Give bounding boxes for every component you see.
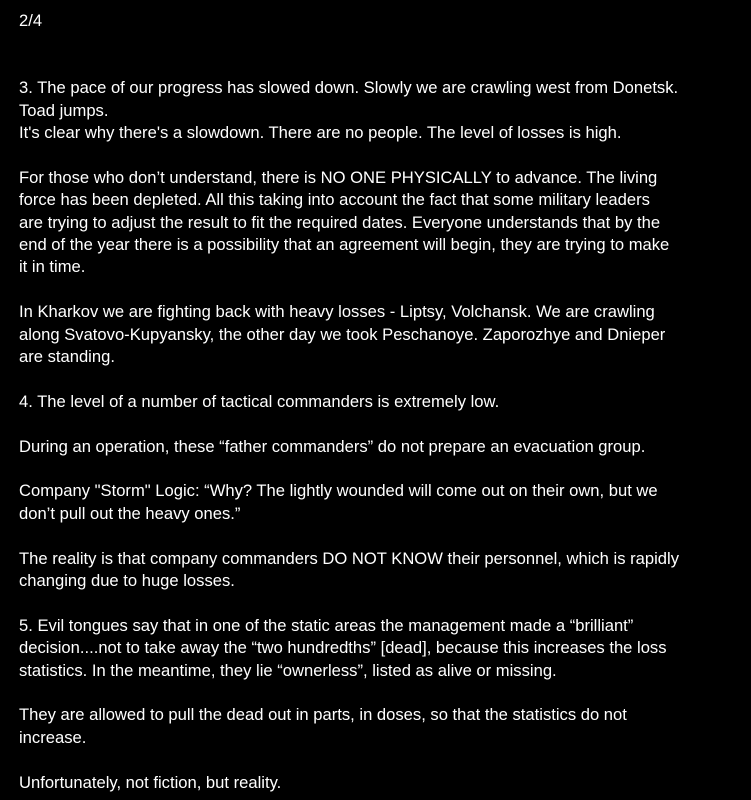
text-line: 3. The pace of our progress has slowed down. Slowly we are crawling west from Donetsk. bbox=[19, 78, 679, 98]
paragraph bbox=[19, 548, 739, 593]
text-line: force has been depleted. All this taking into account the fact that some military leaders bbox=[19, 190, 650, 210]
paragraph bbox=[19, 167, 739, 279]
text-line: Toad jumps. bbox=[19, 100, 109, 120]
text-line: 5. Evil tongues say that in one of the static areas the management made a “brilliant” bbox=[19, 615, 634, 635]
text-line: are standing. bbox=[19, 347, 115, 367]
paragraph bbox=[19, 480, 739, 525]
document-body bbox=[19, 10, 739, 794]
text-line: 4. The level of a number of tactical commanders is extremely low. bbox=[19, 391, 500, 411]
text-line: it in time. bbox=[19, 257, 86, 277]
text-line: In Kharkov we are fighting back with heavy losses - Liptsy, Volchansk. We are crawling bbox=[19, 302, 655, 322]
text-line: increase. bbox=[19, 727, 87, 747]
text-line: statistics. In the meantime, they lie “ownerless”, listed as alive or missing. bbox=[19, 660, 557, 680]
text-line: It's clear why there's a slowdown. There are no people. The level of losses is high. bbox=[19, 123, 622, 143]
paragraph bbox=[19, 772, 739, 794]
paragraph bbox=[19, 436, 739, 458]
text-line: along Svatovo-Kupyansky, the other day we took Peschanoye. Zaporozhye and Dnieper bbox=[19, 324, 666, 344]
text-line: Company "Storm" Logic: “Why? The lightly wounded will come out on their own, but we bbox=[19, 481, 658, 501]
paragraph bbox=[19, 77, 739, 144]
text-line: The reality is that company commanders DO NOT KNOW their personnel, which is rapidly bbox=[19, 548, 679, 568]
text-line: They are allowed to pull the dead out in parts, in doses, so that the statistics do not bbox=[19, 705, 627, 725]
text-line: changing due to huge losses. bbox=[19, 571, 235, 591]
paragraph bbox=[19, 391, 739, 413]
text-line: During an operation, these “father commanders” do not prepare an evacuation group. bbox=[19, 436, 646, 456]
paragraph bbox=[19, 704, 739, 749]
text-line: end of the year there is a possibility that an agreement will begin, they are trying to make bbox=[19, 235, 670, 255]
text-line: decision....not to take away the “two hundredths” [dead], because this increases the loss bbox=[19, 638, 667, 658]
text-line: don’t pull out the heavy ones.” bbox=[19, 503, 241, 523]
page-number: 2/4 bbox=[19, 11, 43, 30]
text-line: For those who don’t understand, there is NO ONE PHYSICALLY to advance. The living bbox=[19, 167, 658, 187]
text-line: Unfortunately, not fiction, but reality. bbox=[19, 772, 282, 792]
paragraph bbox=[19, 301, 739, 368]
paragraph bbox=[19, 615, 739, 682]
text-line: are trying to adjust the result to fit the required dates. Everyone understands that by the bbox=[19, 212, 661, 232]
